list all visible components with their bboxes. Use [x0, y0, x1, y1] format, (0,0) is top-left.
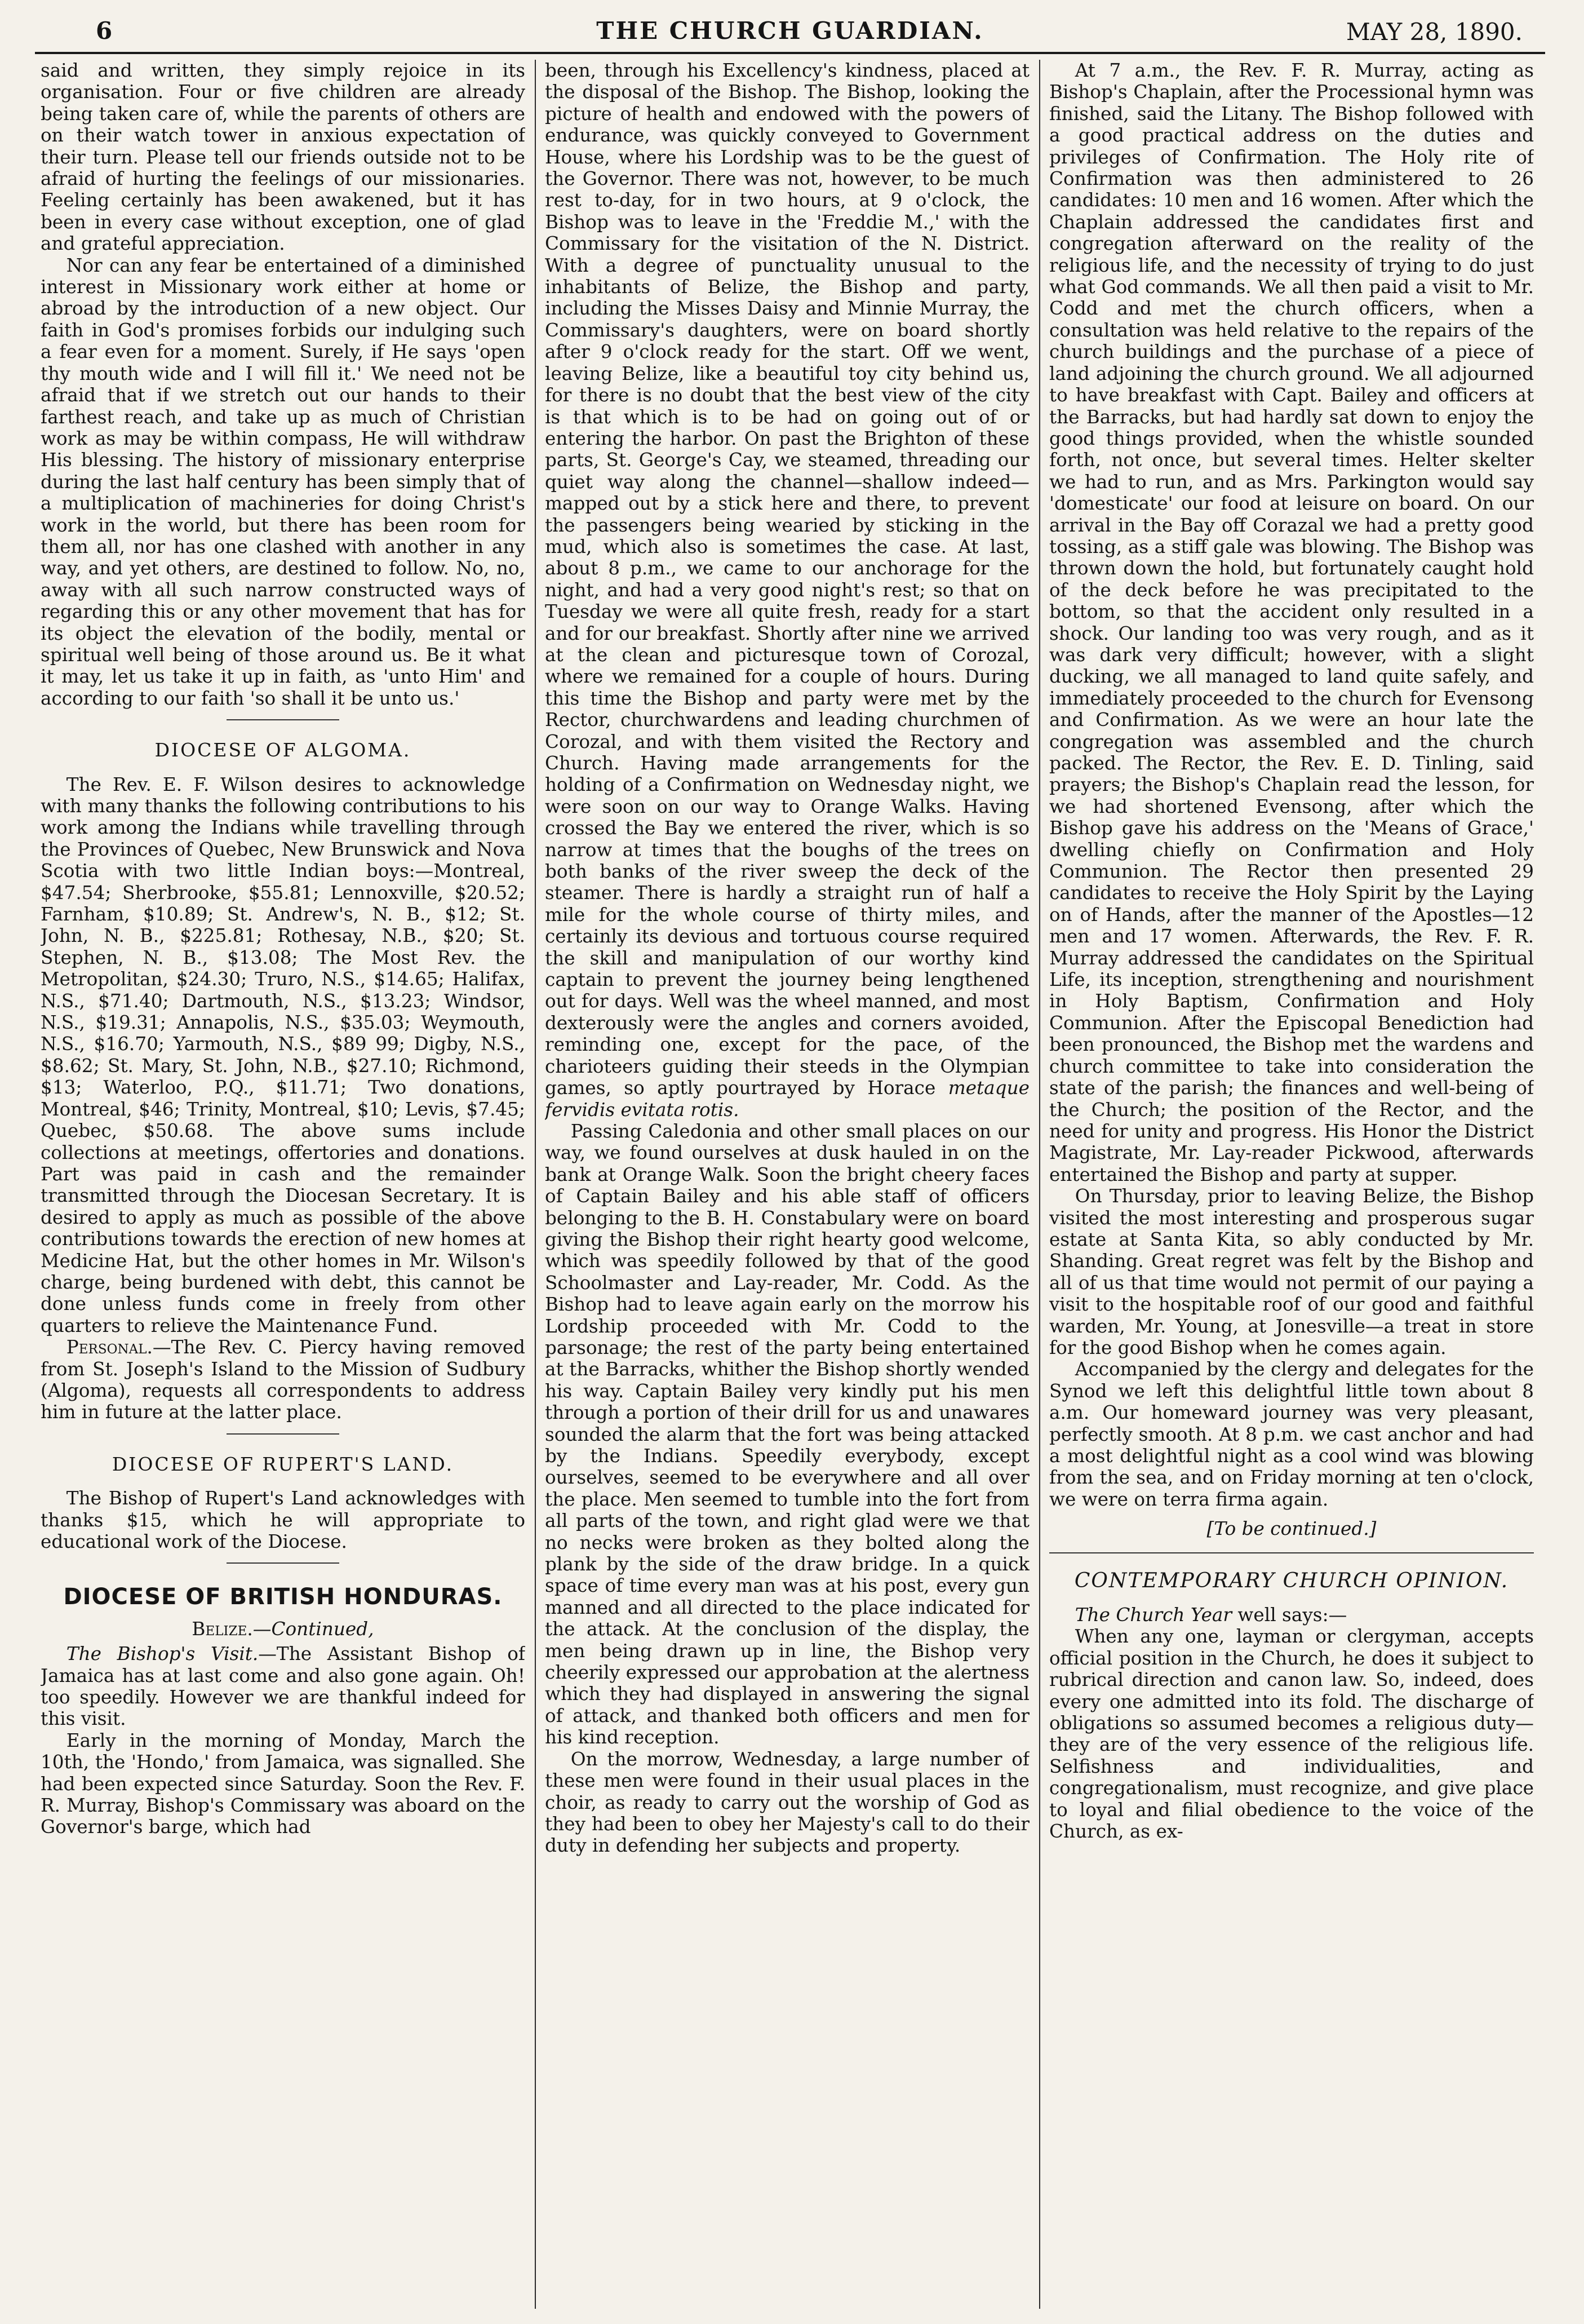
article-paragraph: Nor can any fear be entertained of a diminished interest in Missionary work either at home or abroad by the introduction of a new object. Our faith in God's promises forbids our indulging such a fear even for a moment. Surely, if He says 'open thy mouth wide and I will fill it.' We need not be afraid that if we stretch out our hands to their farthest reach, and take up as much of Christian work as may be within compass, He will withdraw His blessing. The history of missionary enterprise during the last half century has been simply that of a multiplication of machineries for doing Christ's work in the world, but there has been room for them all, nor has one clashed with another in any way, and yet others, are destined to follow. No, no, away with all such narrow constructed ways of regarding this or any other movement that has for its object the elevation of the bodily, mental or spiritual well being of those around us. Be it what it may, let us take it up in faith, as 'unto Him' and according to our faith 'so shall it be unto us.' [41, 254, 525, 709]
personal-label: Personal. [66, 1336, 153, 1358]
visit-text: —The Assistant Bishop of Jamaica has at last come and also gone again. Oh! too speedily. However we are thankful indeed for this visit. [41, 1643, 525, 1730]
masthead [35, 12, 1545, 54]
section-heading-british-honduras: DIOCESE OF BRITISH HONDURAS. [63, 1584, 503, 1610]
article-paragraph: When any one, layman or clergyman, accepts official position in the Church, he does it subject to rubrical direction and canon law. So, indeed, does every one admitted into its fold. The discharge of obligations so assumed becomes a religious duty—they are of the very essence of the religious life. Selfishness and individualities, and congregationalism, must recognize, and give place to loyal and filial obedience to the voice of the Church, as ex- [1049, 1626, 1534, 1843]
visit-label: The Bishop's Visit. [66, 1643, 259, 1665]
church-year-label: The Church Year [1075, 1604, 1232, 1626]
article-paragraph: Early in the morning of Monday, March the 10th, the 'Hondo,' from Jamaica, was signalled. She had been expected since Saturday. Soon the Rev. F. R. Murray, Bishop's Commissary was aboard on the Governor's barge, which had [41, 1729, 525, 1838]
section-divider [227, 1433, 339, 1435]
column-rule-2 [1039, 60, 1040, 2309]
belize-label: Belize. [192, 1618, 253, 1640]
section-heading-algoma: DIOCESE OF ALGOMA. [154, 739, 411, 762]
column-rule-1 [535, 60, 536, 2309]
to-be-continued: [To be continued.] [1206, 1518, 1377, 1540]
page-number: 6 [96, 17, 113, 45]
article-paragraph: On Thursday, prior to leaving Belize, the Bishop visited the most interesting and prosperous sugar estate at Santa Kita, so ably conducted by Mr. Shanding. Great regret was felt by the Bishop and all of us that time would not permit of our paying a visit to the hospitable roof of our good and faithful warden, Mr. Young, at Jonesville—a treat in store for the good Bishop when he comes again. [1049, 1185, 1534, 1358]
article-paragraph: The Rev. E. F. Wilson desires to acknowledge with many thanks the following contributions to his work among the Indians while travelling through the Provinces of Quebec, New Brunswick and Nova Scotia with two little Indian boys:—Montreal, $47.54; Sherbrooke, $55.81; Lennoxville, $20.52; Farnham, $10.89; St. Andrew's, N. B., $12; St. John, N. B., $225.81; Rothesay, N.B., $20; St. Stephen, N. B., $13.08; The Most Rev. the Metropolitan, $24.30; Truro, N.S., $14.65; Halifax, N.S., $71.40; Dartmouth, N.S., $13.23; Windsor, N.S., $19.31; Annapolis, N.S., $35.03; Weymouth, N.S., $16.70; Yarmouth, N.S., $89 99; Digby, N.S., $8.62; St. Mary, St. John, N.B., $27.10; Richmond, $13; Waterloo, P.Q., $11.71; Two donations, Montreal, $46; Trinity, Montreal, $10; Levis, $7.45; Quebec, $50.68. The above sums include collections at meetings, offertories and donations. Part was paid in cash and the remainder transmitted through the Diocesan Secretary. It is desired to apply as much as possible of the above contributions towards the erection of new homes at Medicine Hat, but the other homes in Mr. Wilson's charge, being burdened with debt, this cannot be done unless funds come in freely from other quarters to relieve the Maintenance Fund. [41, 773, 525, 1336]
section-divider [1049, 1552, 1534, 1553]
article-paragraph: Passing Caledonia and other small places on our way, we found ourselves at dusk hauled in on the bank at Orange Walk. Soon the bright cheery faces of Captain Bailey and his able staff of officers belonging to the B. H. Constabulary were on board giving the Bishop their right hearty good welcome, which was speedily followed by that of the good Schoolmaster and Lay-reader, Mr. Codd. As the Bishop had to leave again early on the morrow his Lordship proceeded with Mr. Codd to the parsonage; the rest of the party being entertained at the Barracks, whither the Bishop shortly wended his way. Captain Bailey very kindly put his men through a portion of their drill for us and unawares sounded the alarm that the fort was being attacked by the Indians. Speedily everybody, except ourselves, seemed to be everywhere and all over the place. Men seemed to tumble into the fort from all parts of the town, and right glad were we that no necks were broken as they bolted along the plank by the side of the draw bridge. In a quick space of time every man was at his post, every gun manned and all directed to the place indicated for the attack. At the conclusion of the display, the men being drawn up in line, the Bishop very cheerily expressed our approbation at the alertness which they had displayed in answering the signal of attack, and thanked both officers and men for his kind reception. [545, 1120, 1030, 1748]
article-paragraph: The Bishop of Rupert's Land acknowledges with thanks $15, which he will appropriate to educational work of the Diocese. [41, 1488, 525, 1552]
article-paragraph [41, 1643, 525, 1730]
article-text: been, through his Excellency's kindness, placed at the disposal of the Bishop. The Bishop, looking the picture of health and endowed with the powers of endurance, was quickly conveyed to Government House, where his Lordship was to be the guest of the Governor. There was not, however, to be much rest to-day, for in two hours, at 9 o'clock, the Bishop was to leave in the 'Freddie M.,' with the Commissary for the visitation of the N. District. With a degree of punctuality unusual to the inhabitants of Belize, the Bishop and party, including the Misses Daisy and Minnie Murray, the Commissary's daughters, were on board shortly after 9 o'clock ready for the start. Off we went, leaving Belize, like a beautiful toy city behind us, for there is no doubt that the best view of the city is that which is to be had on going out of or entering the harbor. On past the Brighton of these parts, St. George's Cay, we steamed, threading our quiet way along the channel—shallow indeed—mapped out by a stick here and there, to prevent the passengers being wearied by sticking in the mud, which also is sometimes the case. At last, about 8 p.m., we came to our anchorage for the night, and had a very good night's rest; so that on Tuesday we were all quite fresh, ready for a start and for our breakfast. Shortly after nine we arrived at the clean and picturesque town of Corozal, where we remained for a couple of hours. During this time the Bishop and party were met by the Rector, churchwardens and leading churchmen of Corozal, and with them visited the Rectory and Church. Having made arrangements for the holding of a Confirmation on Wednesday night, we were soon on our way to Orange Walks. Having crossed the Bay we entered the river, which is so narrow at times that the boughs of the trees on both banks of the river sweep the deck of the steamer. There is hardly a straight run of half a mile for the whole course of thirty miles, and certainly its devious and tortuous course required the skill and manipulation of our worthy kind captain to prevent the journey being lengthened out for days. Well was the wheel manned, and most dexterously were the angles and corners avoided, reminding one, except for the pace, of the charioteers guiding their steeds in the Olympian games, so aptly pourtrayed by Horace [545, 60, 1030, 1099]
article-paragraph: said and written, they simply rejoice in its organisation. Four or five children are already being taken care of, while the parents of others are on their watch tower in anxious expectation of their turn. Please tell our friends outside not to be afraid of hurting the feelings of our missionaries. Feeling certainly has been awakened, but it has been in every case without exception, one of glad and grateful appreciation. [41, 60, 525, 255]
section-heading-ruperts-land: DIOCESE OF RUPERT'S LAND. [112, 1453, 454, 1475]
latin-quote: metaque fervidis evitata rotis. [545, 1077, 1030, 1121]
continued-label: —Continued, [252, 1618, 374, 1640]
article-paragraph [1049, 1604, 1534, 1626]
personal-notice [41, 1336, 525, 1423]
column-2 [545, 60, 1030, 2309]
issue-date: MAY 28, 1890. [1346, 18, 1523, 46]
newspaper-title: THE CHURCH GUARDIAN. [596, 17, 984, 45]
church-year-text: well says:— [1232, 1604, 1347, 1626]
article-paragraph [545, 60, 1030, 1121]
dateline [41, 1618, 525, 1640]
column-1 [41, 60, 525, 2309]
section-divider [227, 1562, 339, 1564]
article-paragraph: At 7 a.m., the Rev. F. R. Murray, acting as Bishop's Chaplain, after the Processional hymn was finished, said the Litany. The Bishop followed with a good practical address on the duties and privileges of Confirmation. The Holy rite of Confirmation was then administered to 26 candidates: 10 men and 16 women. After which the Chaplain addressed the candidates first and congregation afterward on the reality of the religious life, and the necessity of trying to do just what God commands. We all then paid a visit to Mr. Codd and met the church officers, when a consultation was held relative to the repairs of the church buildings and the purchase of a piece of land adjoining the church ground. We all adjourned to have breakfast with Capt. Bailey and officers at the Barracks, but had hardly sat down to enjoy the good things provided, when the whistle sounded forth, not once, but several times. Helter skelter we had to run, and as Mrs. Parkington would say 'domesticate' our food at leisure on board. On our arrival in the Bay off Corazal we had a pretty good tossing, as a stiff gale was blowing. The Bishop was thrown down the hold, but fortunately caught hold of the deck before he was precipitated to the bottom, so that the accident only resulted in a shock. Our landing too was very rough, and as it was dark very difficult; however, with a slight ducking, we all managed to land quite safely, and immediately proceeded to the church for Evensong and Confirmation. As we were an hour late the congregation was assembled and the church packed. The Rector, the Rev. E. D. Tinling, said prayers; the Bishop's Chaplain read the lesson, for we had shortened Evensong, after which the Bishop gave his address on the 'Means of Grace,' dwelling chiefly on Confirmation and Holy Communion. The Rector then presented 29 candidates to receive the Holy Spirit by the Laying on of Hands, after the manner of the Apostles—12 men and 17 women. Afterwards, the Rev. F. R. Murray addressed the candidates on the Spiritual Life, its inception, strengthening and nourishment in Holy Baptism, Confirmation and Holy Communion. After the Episcopal Benediction had been pronounced, the Bishop met the wardens and church committee to take into consideration the state of the parish; the finances and well-being of the Church; the position of the Rector, and the need for unity and progress. His Honor the District Magistrate, Mr. Lay-reader Pickwood, afterwards entertained the Bishop and party at supper. [1049, 60, 1534, 1185]
article-paragraph: On the morrow, Wednesday, a large number of these men were found in their usual places in the choir, as ready to carry out the worship of God as they had been to obey her Majesty's call to do their duty in defending her subjects and property. [545, 1748, 1030, 1857]
article-paragraph: Accompanied by the clergy and delegates for the Synod we left this delightful little town about 8 a.m. Our homeward journey was very pleasant, perfectly smooth. At 8 p.m. we cast anchor and had a most delightful night as a cool wind was blowing from the sea, and on Friday morning at ten o'clock, we were on terra firma again. [1049, 1358, 1534, 1510]
section-divider [227, 719, 339, 720]
column-3 [1049, 60, 1534, 2309]
section-heading-contemporary-opinion: CONTEMPORARY CHURCH OPINION. [1074, 1569, 1509, 1592]
personal-text: —The Rev. C. Piercy having removed from St. Joseph's Island to the Mission of Sudbury (Algoma), requests all correspondents to address him in future at the latter place. [41, 1336, 525, 1423]
